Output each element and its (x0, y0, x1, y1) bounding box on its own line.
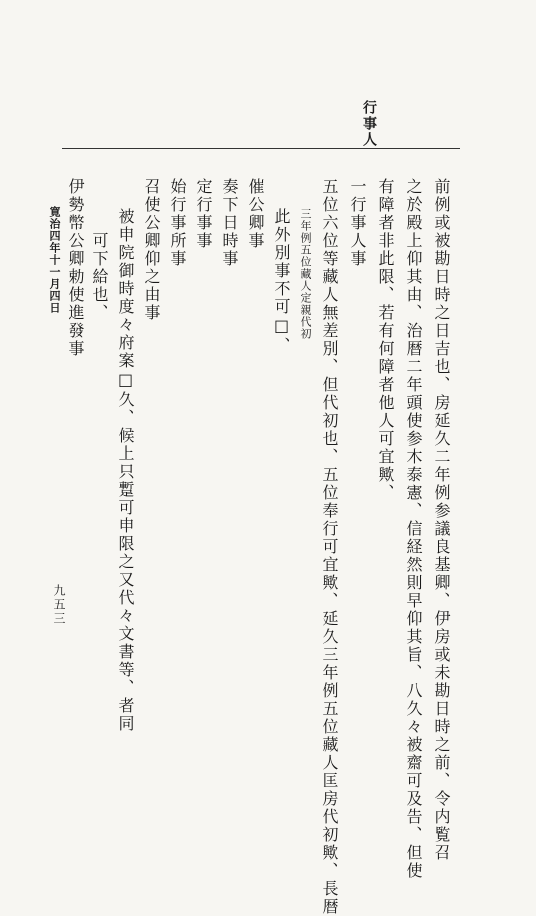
text-column: 被申院御時度々府案□久、候上只蹔可申限之又代々文書等、者同 (116, 208, 135, 733)
section-heading: 召使公卿仰之由事 (142, 178, 161, 322)
text-column: 有障者非此限、若有何障者他人可宜歟、 (376, 178, 395, 502)
date-line: 寛治四年十一月四日 (48, 206, 61, 314)
text-column: 五位六位等藏人無差別、但代初也、五位奉行可宜歟、延久三年例五位藏人匡房代初歟、長暦 (320, 178, 339, 916)
text-column: 此外別事不可□、 (272, 208, 291, 355)
section-heading: 伊勢幣公卿勅使進發事 (66, 178, 85, 358)
section-heading: 一行事人事 (348, 178, 367, 268)
text-column: 之於殿上仰其由、治暦二年頭使参木泰憲、信経然則早仰其旨、八久々被齋可及告、但使 (404, 178, 423, 880)
text-column: 可下給也、 (90, 232, 109, 322)
section-heading: 奏下日時事 (220, 178, 239, 268)
page-number: 九五三 (52, 584, 66, 626)
text-column: 前例或被勘日時之日吉也、房延久二年例参議良基卿、伊房或未勘日時之前、令内覧召 (432, 178, 451, 862)
annotation-column: 三年例五位藏人定親代初 (299, 208, 312, 340)
running-header: 行事人 (361, 100, 377, 148)
header-rule (62, 148, 460, 149)
section-heading: 始行事所事 (168, 178, 187, 268)
section-heading: 定行事事 (194, 178, 213, 250)
section-heading: 催公卿事 (246, 178, 265, 250)
